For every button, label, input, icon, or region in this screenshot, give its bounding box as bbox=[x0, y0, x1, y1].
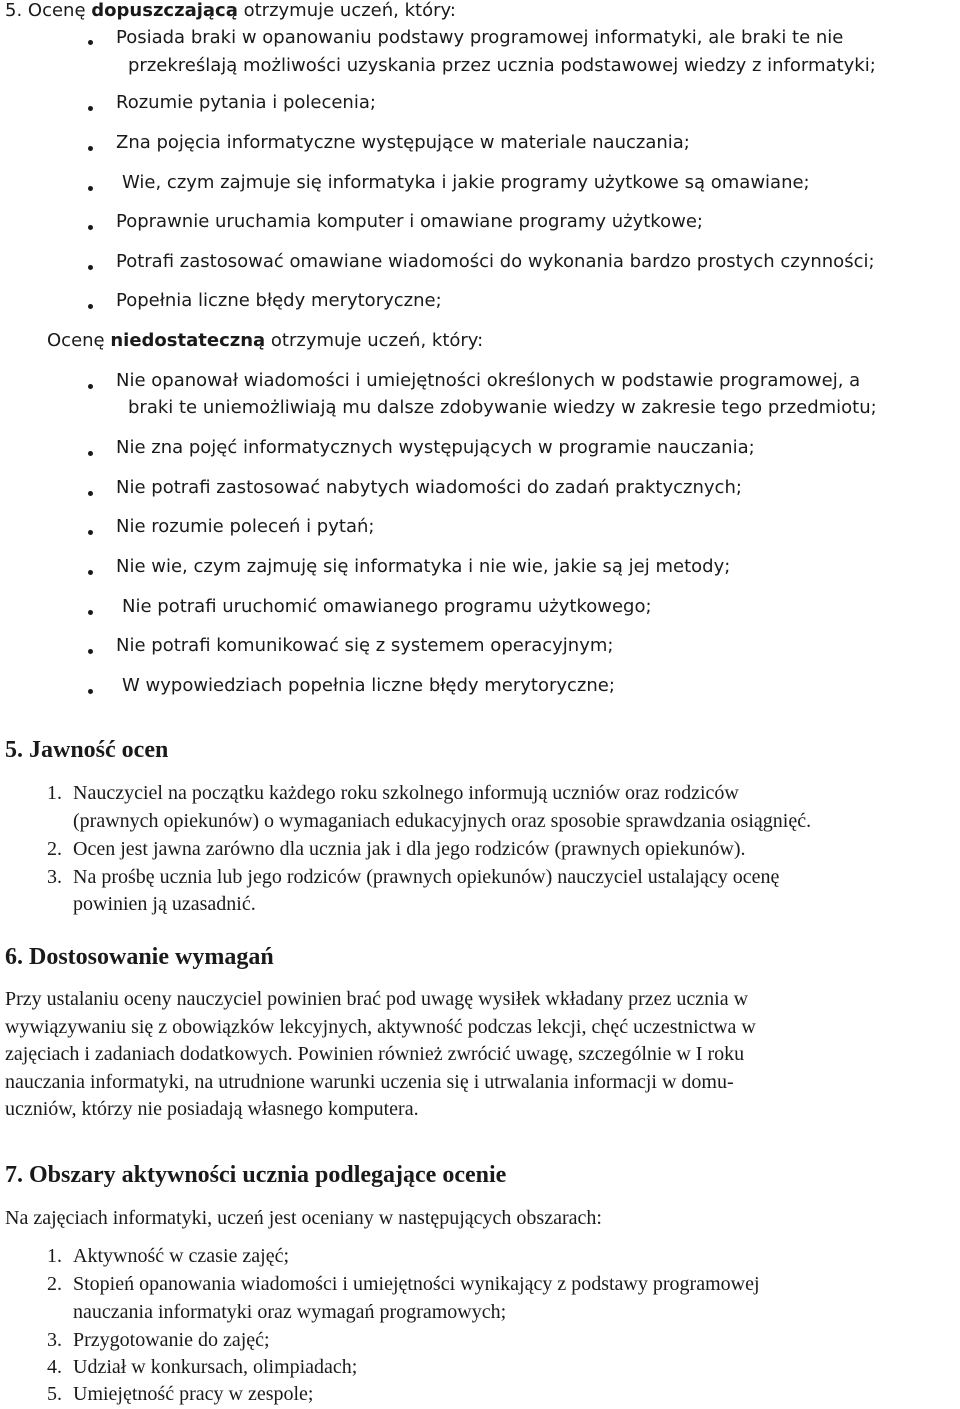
list-item-continuation: przekreślają możliwości uzyskania przez ucznia podstawowej wiedzy z informatyki; bbox=[128, 55, 876, 76]
section-title: 6. Dostosowanie wymagań bbox=[5, 944, 274, 970]
heading-suffix: otrzymuje uczeń, który: bbox=[243, 0, 456, 21]
list-item: Przygotowanie do zajęć; bbox=[73, 1329, 270, 1351]
list-item: Nie potrafi komunikować się z systemem operacyjnym; bbox=[116, 635, 614, 656]
list-item-continuation: (prawnych opiekunów) o wymaganiach edukacyjnych oraz sposobie sprawdzania osiągnięć. bbox=[73, 810, 812, 832]
bullet-icon bbox=[88, 451, 93, 456]
heading-suffix: otrzymuje uczeń, który: bbox=[270, 330, 484, 351]
bullet-icon bbox=[88, 570, 93, 575]
grade-name: niedostateczną bbox=[110, 330, 266, 351]
list-number: 2. bbox=[47, 838, 62, 860]
list-item: Aktywność w czasie zajęć; bbox=[73, 1245, 290, 1267]
section-title: 5. Jawność ocen bbox=[5, 737, 169, 763]
list-item: Posiada braki w opanowaniu podstawy programowej informatyki, ale braki te nie bbox=[116, 27, 844, 48]
list-item: Nie opanował wiadomości i umiejętności określonych w podstawie programowej, a bbox=[116, 370, 861, 391]
list-item: Umiejętność pracy w zespole; bbox=[73, 1383, 314, 1405]
heading-prefix: Ocenę bbox=[27, 0, 86, 21]
list-item: Na prośbę ucznia lub jego rodziców (prawnych opiekunów) nauczyciel ustalający ocenę bbox=[73, 866, 780, 888]
heading-number: 5. bbox=[5, 0, 23, 21]
bullet-icon bbox=[88, 384, 93, 389]
bullet-icon bbox=[88, 40, 93, 45]
list-number: 3. bbox=[47, 866, 62, 888]
bullet-icon bbox=[88, 146, 93, 151]
list-item: Ocen jest jawna zarówno dla ucznia jak i dla jego rodziców (prawnych opiekunów). bbox=[73, 838, 746, 860]
bullet-icon bbox=[88, 491, 93, 496]
list-item: Nie potrafi uruchomić omawianego programu użytkowego; bbox=[122, 596, 652, 617]
list-item: Nie wie, czym zajmuję się informatyka i nie wie, jakie są jej metody; bbox=[116, 556, 731, 577]
list-item: Rozumie pytania i polecenia; bbox=[116, 92, 376, 113]
grade-sufficient-heading bbox=[5, 0, 456, 21]
section-intro: Na zajęciach informatyki, uczeń jest oceniany w następujących obszarach: bbox=[5, 1207, 602, 1229]
list-number: 3. bbox=[47, 1329, 62, 1351]
bullet-icon bbox=[88, 225, 93, 230]
list-number: 1. bbox=[47, 1245, 62, 1267]
section-title: 7. Obszary aktywności ucznia podlegające ocenie bbox=[5, 1162, 507, 1188]
list-item: Zna pojęcia informatyczne występujące w materiale nauczania; bbox=[116, 132, 690, 153]
paragraph-line: zajęciach i zadaniach dodatkowych. Powinien również zwrócić uwagę, szczególnie w I roku bbox=[5, 1043, 745, 1065]
list-item-continuation: powinien ją uzasadnić. bbox=[73, 893, 256, 915]
list-item: Stopień opanowania wiadomości i umiejętności wynikający z podstawy programowej bbox=[73, 1273, 760, 1295]
bullet-icon bbox=[88, 530, 93, 535]
list-number: 2. bbox=[47, 1273, 62, 1295]
list-item: Potrafi zastosować omawiane wiadomości do wykonania bardzo prostych czynności; bbox=[116, 251, 875, 272]
list-item: Wie, czym zajmuje się informatyka i jakie programy użytkowe są omawiane; bbox=[122, 172, 810, 193]
bullet-icon bbox=[88, 689, 93, 694]
list-number: 5. bbox=[47, 1383, 62, 1405]
bullet-icon bbox=[88, 649, 93, 654]
bullet-icon bbox=[88, 610, 93, 615]
list-item: W wypowiedziach popełnia liczne błędy merytoryczne; bbox=[122, 675, 615, 696]
list-item-continuation: nauczania informatyki oraz wymagań programowych; bbox=[73, 1301, 507, 1323]
list-number: 4. bbox=[47, 1356, 62, 1378]
paragraph-line: uczniów, którzy nie posiadają własnego komputera. bbox=[5, 1098, 419, 1120]
list-item: Nie potrafi zastosować nabytych wiadomości do zadań praktycznych; bbox=[116, 477, 742, 498]
bullet-icon bbox=[88, 186, 93, 191]
bullet-icon bbox=[88, 265, 93, 270]
paragraph-line: Przy ustalaniu oceny nauczyciel powinien brać pod uwagę wysiłek wkładany przez ucznia w bbox=[5, 988, 749, 1010]
paragraph-line: nauczania informatyki, na utrudnione warunki uczenia się i utrwalania informacji w domu- bbox=[5, 1071, 734, 1093]
paragraph-line: wywiązywaniu się z obowiązków lekcyjnych, aktywność podczas lekcji, chęć uczestnictwa w bbox=[5, 1016, 756, 1038]
list-item: Nie zna pojęć informatycznych występujących w programie nauczania; bbox=[116, 437, 755, 458]
list-item-continuation: braki te uniemożliwiają mu dalsze zdobywanie wiedzy w zakresie tego przedmiotu; bbox=[128, 397, 877, 418]
list-item: Poprawnie uruchamia komputer i omawiane programy użytkowe; bbox=[116, 211, 703, 232]
heading-prefix: Ocenę bbox=[47, 330, 105, 351]
grade-name: dopuszczającą bbox=[91, 0, 238, 21]
list-number: 1. bbox=[47, 782, 62, 804]
bullet-icon bbox=[88, 304, 93, 309]
grade-insufficient-heading bbox=[47, 330, 483, 351]
list-item: Nauczyciel na początku każdego roku szkolnego informują uczniów oraz rodziców bbox=[73, 782, 739, 804]
list-item: Popełnia liczne błędy merytoryczne; bbox=[116, 290, 442, 311]
bullet-icon bbox=[88, 106, 93, 111]
list-item: Udział w konkursach, olimpiadach; bbox=[73, 1356, 358, 1378]
list-item: Nie rozumie poleceń i pytań; bbox=[116, 516, 375, 537]
